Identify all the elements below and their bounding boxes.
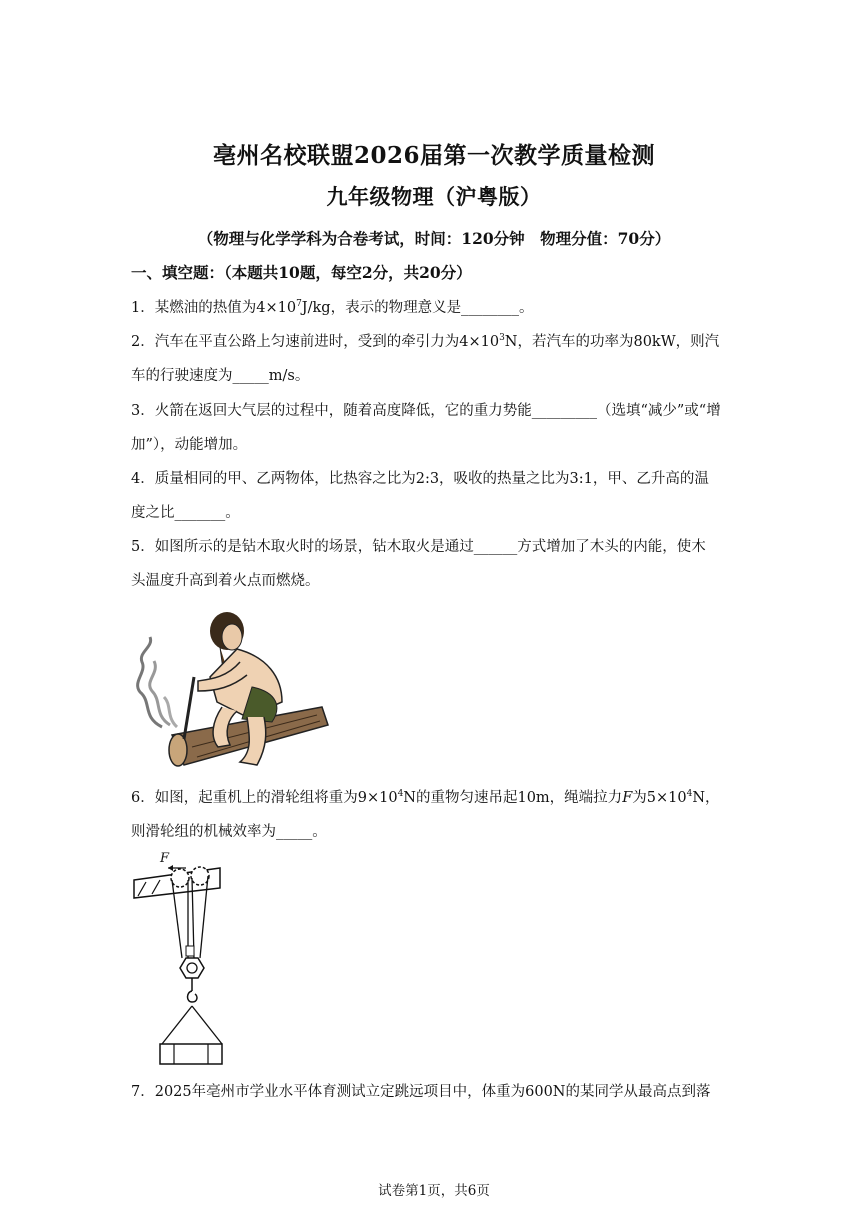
question-1 — [131, 296, 534, 317]
q2-text-a: 2．汽车在平直公路上匀速前进时，受到的牵引力为4×10 — [131, 334, 500, 350]
page-subtitle: 九年级物理（沪粤版） — [326, 184, 542, 209]
fixed-pulley-left — [171, 869, 189, 887]
exam-note: （物理与化学学科为合卷考试，时间：120分钟 物理分值：70分） — [197, 229, 671, 248]
question-2 — [131, 330, 719, 351]
q6-text-b: N的重物匀速吊起10m，绳端拉力 — [403, 790, 623, 806]
question-3: 3．火箭在返回大气层的过程中，随着高度降低，它的重力势能_________（选填“减少”或“增 — [131, 403, 721, 419]
q2-exponent: 3 — [499, 333, 505, 344]
q1-text-b: J/kg，表示的物理意义是________。 — [301, 300, 534, 316]
q6-exponent-2: 4 — [686, 789, 693, 800]
q6-text-a: 6．如图，起重机上的滑轮组将重为9×10 — [131, 790, 398, 806]
q1-exponent: 7 — [296, 299, 302, 310]
q6-force-symbol: F — [622, 790, 633, 806]
question-6 — [131, 786, 720, 807]
q6-text-d: N， — [692, 790, 720, 806]
load-block — [160, 1044, 222, 1064]
question-6-line2: 则滑轮组的机械效率为_____。 — [131, 824, 327, 840]
hook — [188, 991, 197, 1002]
question-2-line2: 车的行驶速度为_____m/s。 — [131, 368, 310, 384]
q6-exponent-1: 4 — [397, 789, 404, 800]
q6-text-c: 为5×10 — [632, 790, 687, 806]
page-title: 亳州名校联盟2026届第一次教学质量检测 — [212, 142, 655, 169]
pulley-diagram — [128, 846, 228, 1068]
question-5-line2: 头温度升高到着火点而燃烧。 — [131, 573, 320, 589]
fire-drill-illustration — [132, 607, 332, 773]
question-5: 5．如图所示的是钻木取火时的场景，钻木取火是通过______方式增加了木头的内能，使木 — [131, 539, 706, 555]
force-label: F — [160, 851, 170, 866]
q2-text-b: N，若汽车的功率为80kW，则汽 — [504, 334, 720, 350]
question-4: 4．质量相同的甲、乙两物体，比热容之比为2:3，吸收的热量之比为3:1，甲、乙升高的温 — [131, 471, 709, 487]
page-footer: 试卷第1页，共6页 — [378, 1183, 490, 1199]
question-7: 7．2025年亳州市学业水平体育测试立定跳远项目中，体重为600N的某同学从最高点到落 — [131, 1084, 711, 1100]
question-4-line2: 度之比_______。 — [131, 505, 240, 521]
section-heading: 一、填空题：（本题共10题，每空2分，共20分） — [131, 263, 472, 282]
q1-text-a: 1．某燃油的热值为4×10 — [131, 300, 297, 316]
fixed-pulley-right — [191, 867, 209, 885]
question-3-line2: 加”），动能增加。 — [131, 437, 248, 453]
